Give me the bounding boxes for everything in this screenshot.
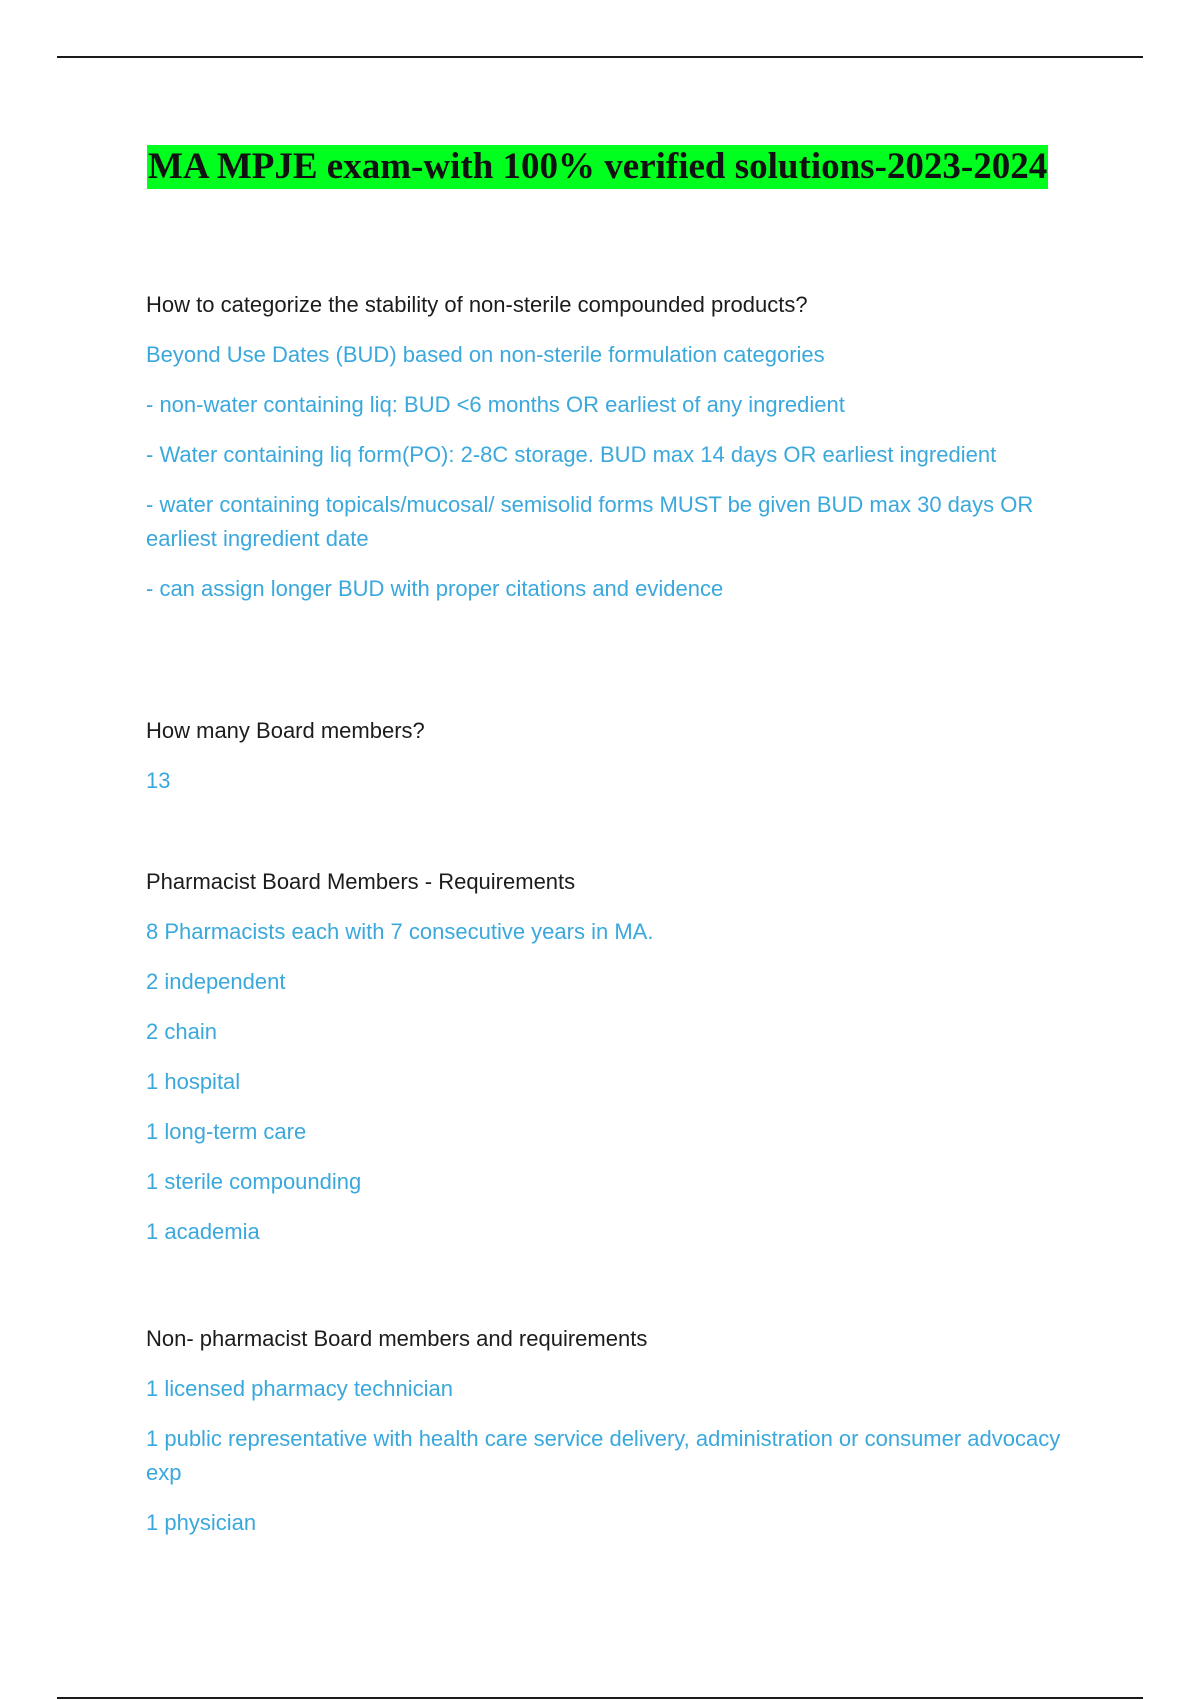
qa-block [146,714,1066,798]
answer-line: 1 licensed pharmacy technician [146,1376,453,1401]
answer-line: - Water containing liq form(PO): 2-8C storage. BUD max 14 days OR earliest ingredient [146,442,997,467]
title-block [147,145,1048,189]
top-rule [57,56,1143,58]
answer-line: 2 chain [146,1019,217,1044]
answer-line: 13 [146,768,171,793]
question: Pharmacist Board Members - Requirements [146,869,576,894]
answer-line: 1 hospital [146,1069,241,1094]
answer-line: Beyond Use Dates (BUD) based on non-sterile formulation categories [146,342,825,367]
answer-line: - non-water containing liq: BUD <6 months OR earliest of any ingredient [146,392,845,417]
answer-line: - water containing topicals/mucosal/ semisolid forms MUST be given BUD max 30 days OR earliest ingredient date [146,492,1034,551]
document-title: MA MPJE exam-with 100% verified solutions-2023-2024 [148,146,1048,187]
qa-block [146,865,1066,1249]
qa-block [146,288,1066,606]
question: How to categorize the stability of non-sterile compounded products? [146,292,808,317]
answer-line: 1 public representative with health care service delivery, administration or consumer advocacy exp [146,1426,1061,1485]
qa-block [146,1322,1066,1540]
answer-line: 1 long-term care [146,1119,307,1144]
answer-line: 2 independent [146,969,286,994]
question: Non- pharmacist Board members and requirements [146,1326,648,1351]
bottom-rule [57,1697,1143,1699]
answer-line: 1 sterile compounding [146,1169,362,1194]
answer-line: 1 academia [146,1219,260,1244]
answer-line: 8 Pharmacists each with 7 consecutive years in MA. [146,919,654,944]
answer-line: 1 physician [146,1510,257,1535]
question: How many Board members? [146,718,425,743]
answer-line: - can assign longer BUD with proper citations and evidence [146,576,724,601]
